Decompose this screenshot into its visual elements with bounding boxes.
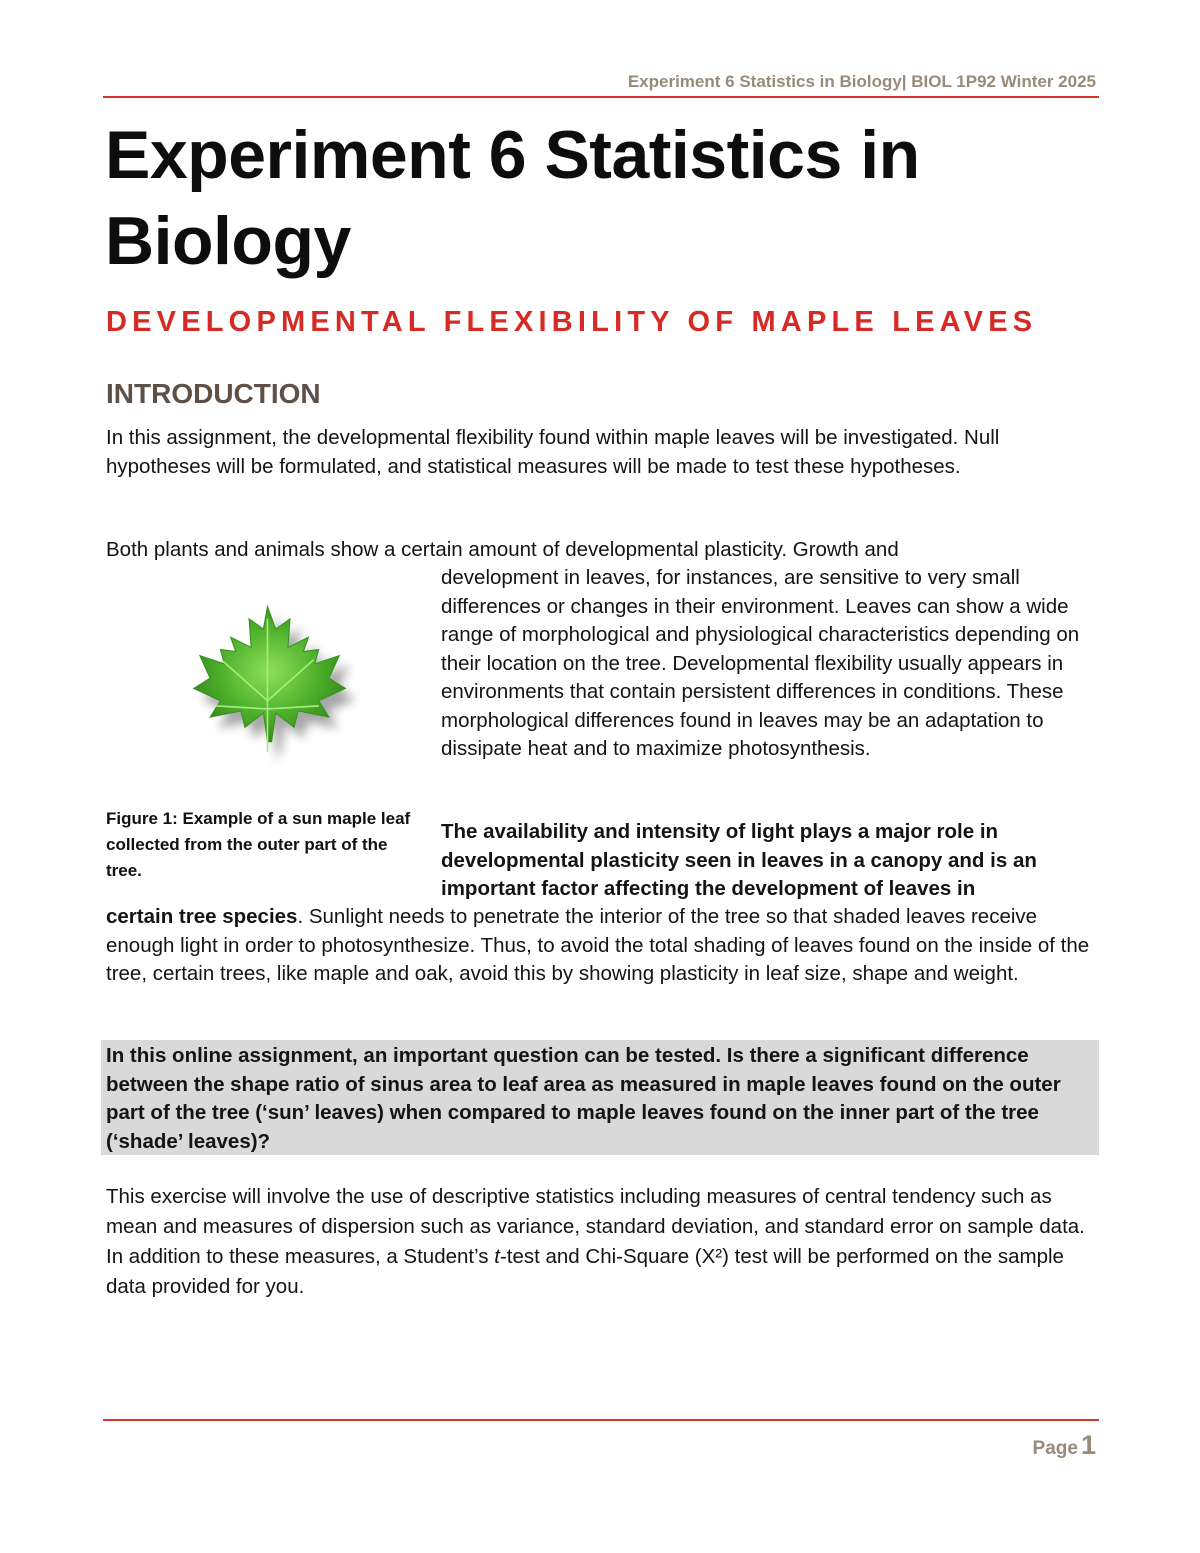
page-number	[1033, 1430, 1096, 1461]
title-line-2: Biology	[105, 203, 351, 279]
figure-1-image	[165, 588, 370, 793]
maple-leaf-icon	[165, 588, 370, 793]
t-test-symbol: t	[494, 1245, 500, 1268]
figure-1-caption: Figure 1: Example of a sun maple leaf collected from the outer part of the tree.	[106, 809, 411, 880]
page-label: Page	[1032, 1438, 1078, 1459]
light-paragraph-bold	[441, 818, 1101, 904]
header-rule	[103, 96, 1099, 98]
document-title	[105, 112, 1085, 284]
page-number-value: 1	[1080, 1430, 1096, 1460]
document-subtitle: DEVELOPMENTAL FLEXIBILITY OF MAPLE LEAVES	[106, 306, 1038, 338]
title-line-1: Experiment 6 Statistics in	[105, 117, 920, 193]
light-bold-text: The availability and intensity of light plays a major role in developmental plasticity seen in leaves in a canopy and is an important factor affecting the development of leaves in	[441, 820, 1037, 900]
intro-paragraph: In this assignment, the developmental flexibility found within maple leaves will be investigated. Null hypotheses will be formulated, and statistical measures will be made to test these hypotheses.	[106, 426, 1000, 478]
exercise-text-1: This exercise will involve the use of descriptive statistics including measures of central tendency such as mean and measures of dispersion such as variance, standard deviation, and standard error on sample data. In addition to these measures, a Student’s	[106, 1185, 1085, 1268]
footer-rule	[103, 1419, 1099, 1421]
plasticity-paragraph-first-line: Both plants and animals show a certain amount of developmental plasticity. Growth and	[106, 538, 899, 561]
exercise-paragraph	[106, 1182, 1106, 1302]
research-question: In this online assignment, an important question can be tested. Is there a significant difference between the shape ratio of sinus area to leaf area as measured in maple leaves found on the outer part of the tree (‘sun’ leaves) when compared to maple leaves found on the inner part of the tree (‘shade’ leaves)?	[106, 1044, 1061, 1153]
introduction-heading: INTRODUCTION	[106, 378, 321, 409]
plasticity-paragraph: development in leaves, for instances, are sensitive to very small differences or changes in their environment. Leaves can show a wide range of morphological and physiological characteristics depending on their location on the tree. Developmental flexibility usually appears in environments that contain persistent differences in conditions. These morphological differences found in leaves may be an adaptation to dissipate heat and to maximize photosynthesis.	[441, 566, 1080, 760]
running-header: Experiment 6 Statistics in Biology| BIOL 1P92 Winter 2025	[627, 72, 1096, 91]
light-normal-text: . Sunlight needs to penetrate the interior of the tree so that shaded leaves receive enough light in order to photosynthesize. Thus, to avoid the total shading of leaves found on the inside of the tree, certain trees, like maple and oak, avoid this by showing plasticity in leaf size, shape and weight.	[106, 905, 1090, 985]
exercise-text-2: -test and Chi-Square (X²) test will be performed on the sample data provided for you.	[106, 1245, 1064, 1298]
light-bold-text-2: certain tree species	[106, 905, 298, 928]
light-paragraph	[106, 903, 1106, 989]
